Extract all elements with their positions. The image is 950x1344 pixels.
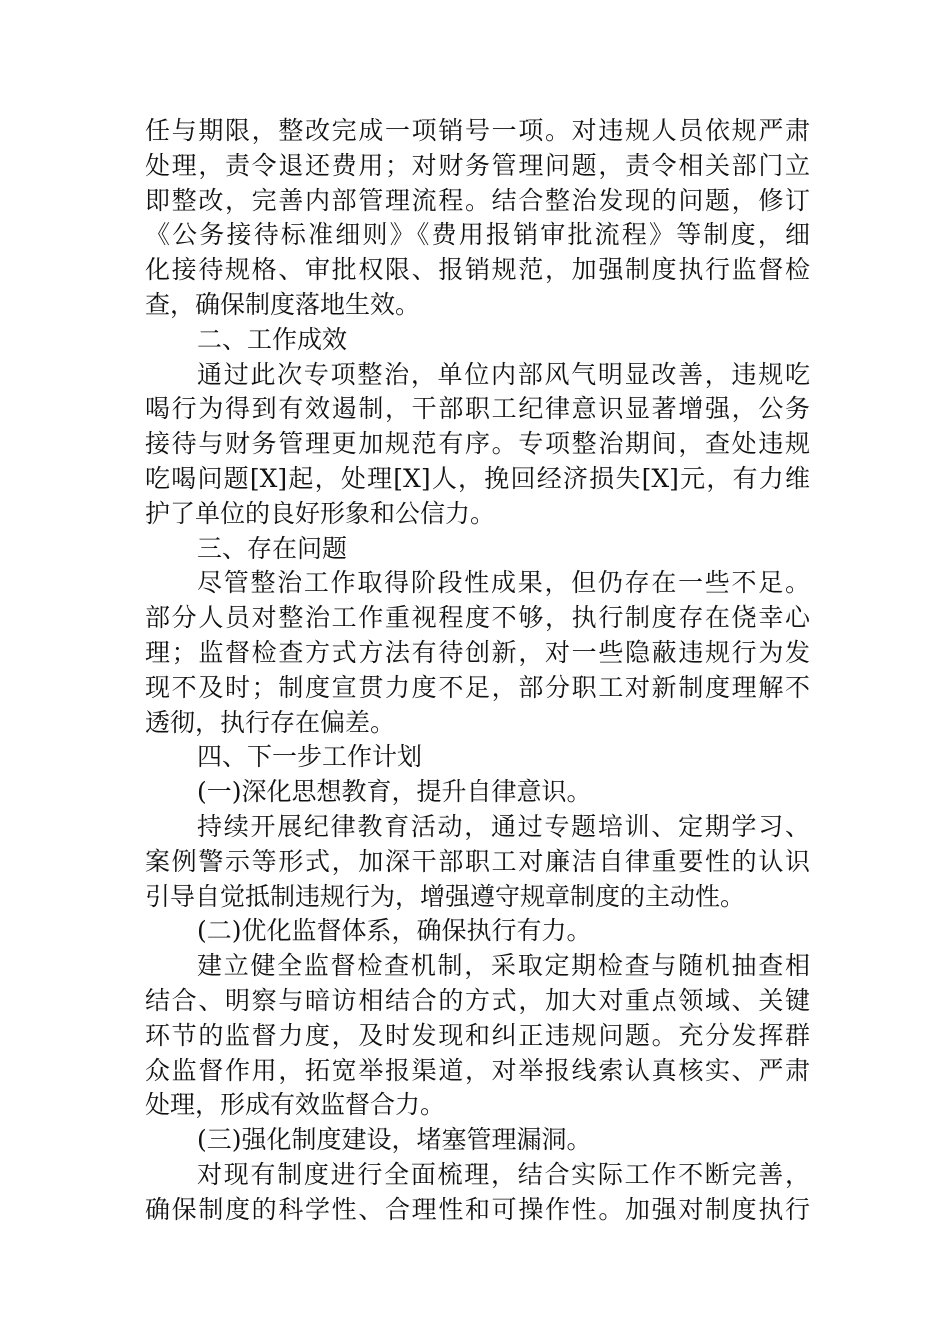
body-line: 通过此次专项整治，单位内部风气明显改善，违规吃 — [197, 359, 810, 389]
subsection-heading: (一)深化思想教育，提升自律意识。 — [197, 777, 592, 807]
body-line: 众监督作用，拓宽举报渠道，对举报线索认真核实、严肃 — [145, 1055, 810, 1085]
section-heading: 三、存在问题 — [197, 533, 348, 563]
section-heading: 四、下一步工作计划 — [197, 742, 423, 772]
body-line: 持续开展纪律教育活动，通过专题培训、定期学习、 — [197, 811, 810, 841]
body-line: 《公务接待标准细则》《费用报销审批流程》等制度，细 — [145, 220, 810, 250]
body-line: 结合、明察与暗访相结合的方式，加大对重点领域、关键 — [145, 985, 810, 1015]
body-line: 建立健全监督检查机制，采取定期检查与随机抽查相 — [197, 951, 810, 981]
body-line: 理；监督检查方式方法有待创新，对一些隐蔽违规行为发 — [145, 637, 810, 667]
body-line: 处理，形成有效监督合力。 — [145, 1090, 446, 1120]
body-line: 部分人员对整治工作重视程度不够，执行制度存在侥幸心 — [145, 603, 810, 633]
body-line: 即整改，完善内部管理流程。结合整治发现的问题，修订 — [145, 185, 810, 215]
section-heading: 二、工作成效 — [197, 324, 348, 354]
body-line: 化接待规格、审批权限、报销规范，加强制度执行监督检 — [145, 255, 810, 285]
document-body — [145, 114, 810, 1228]
body-line: 现不及时；制度宣贯力度不足，部分职工对新制度理解不 — [145, 672, 810, 702]
body-line: 接待与财务管理更加规范有序。专项整治期间，查处违规 — [145, 429, 810, 459]
body-line: 透彻，执行存在偏差。 — [145, 707, 396, 737]
body-line: 吃喝问题[X]起，处理[X]人，挽回经济损失[X]元，有力维 — [145, 463, 810, 493]
body-line: 尽管整治工作取得阶段性成果，但仍存在一些不足。 — [197, 568, 810, 598]
body-line: 查，确保制度落地生效。 — [145, 289, 421, 319]
body-line: 护了单位的良好形象和公信力。 — [145, 498, 496, 528]
body-line: 确保制度的科学性、合理性和可操作性。加强对制度执行 — [145, 1194, 810, 1224]
body-line: 案例警示等形式，加深干部职工对廉洁自律重要性的认识 — [145, 846, 810, 876]
subsection-heading: (二)优化监督体系，确保执行有力。 — [197, 916, 592, 946]
body-line: 喝行为得到有效遏制，干部职工纪律意识显著增强，公务 — [145, 394, 810, 424]
body-line: 任与期限，整改完成一项销号一项。对违规人员依规严肃 — [145, 116, 810, 145]
body-line: 环节的监督力度，及时发现和纠正违规问题。充分发挥群 — [145, 1020, 810, 1050]
subsection-heading: (三)强化制度建设，堵塞管理漏洞。 — [197, 1125, 592, 1155]
body-line: 对现有制度进行全面梳理，结合实际工作不断完善， — [197, 1159, 810, 1189]
body-line: 处理，责令退还费用；对财务管理问题，责令相关部门立 — [145, 150, 810, 180]
body-line: 引导自觉抵制违规行为，增强遵守规章制度的主动性。 — [145, 881, 746, 911]
